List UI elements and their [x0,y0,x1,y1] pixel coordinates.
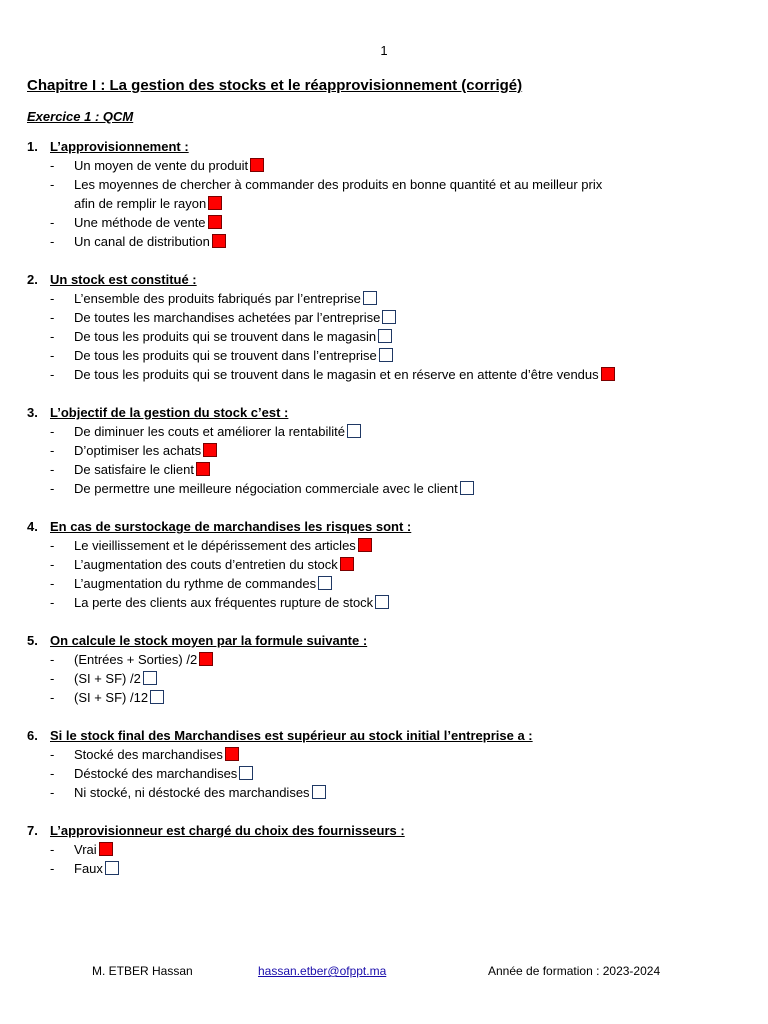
question-heading [27,137,747,156]
question-6 [27,726,747,802]
option-text: De satisfaire le client [74,462,194,477]
answer-option [27,688,747,707]
option-bullet: - [50,690,55,705]
option-text: Déstocké des marchandises [74,766,238,781]
option-bullet: - [50,576,55,591]
question-heading [27,403,747,422]
answer-option [27,764,747,783]
question-text: L’objectif de la gestion du stock c’est : [50,405,289,420]
checked-box-icon[interactable] [208,196,222,210]
option-bullet: - [50,481,55,496]
option-bullet: - [50,861,55,876]
question-text: L’approvisionnement : [50,139,189,154]
option-text: D’optimiser les achats [74,443,202,458]
answer-option [27,669,747,688]
answer-option [27,859,747,878]
question-heading [27,270,747,289]
answer-option [27,365,747,384]
option-text: Stocké des marchandises [74,747,223,762]
answer-option [27,441,747,460]
option-bullet: - [50,310,55,325]
empty-checkbox-icon[interactable] [382,310,396,324]
question-number: 2. [27,272,38,287]
option-text: L’augmentation du rythme de commandes [74,576,317,591]
option-bullet: - [50,348,55,363]
option-text: Le vieillissement et le dépérissement des articles [74,538,356,553]
question-7 [27,821,747,878]
option-bullet: - [50,671,55,686]
checked-box-icon[interactable] [250,158,264,172]
option-bullet: - [50,329,55,344]
option-bullet: - [50,158,55,173]
empty-checkbox-icon[interactable] [318,576,332,590]
option-text: De permettre une meilleure négociation commerciale avec le client [74,481,458,496]
option-text: Les moyennes de chercher à commander des produits en bonne quantité et au meilleur prix [74,177,603,192]
empty-checkbox-icon[interactable] [379,348,393,362]
answer-option [27,346,747,365]
answer-option [27,745,747,764]
empty-checkbox-icon[interactable] [378,329,392,343]
answer-option [27,422,747,441]
question-text: Si le stock final des Marchandises est supérieur au stock initial l’entreprise a : [50,728,533,743]
option-bullet: - [50,367,55,382]
answer-option [27,213,747,232]
option-text: (SI + SF) /2 [74,671,141,686]
option-text: Un canal de distribution [74,234,210,249]
option-text: Une méthode de vente [74,215,206,230]
checked-box-icon[interactable] [99,842,113,856]
answer-option [27,536,747,555]
option-bullet: - [50,557,55,572]
checked-box-icon[interactable] [225,747,239,761]
answer-option [27,840,747,859]
option-text: (SI + SF) /12 [74,690,149,705]
question-4 [27,517,747,612]
answer-option [27,308,747,327]
question-text: On calcule le stock moyen par la formule suivante : [50,633,368,648]
footer-author: M. ETBER Hassan [92,964,193,978]
empty-checkbox-icon[interactable] [143,671,157,685]
option-bullet: - [50,443,55,458]
option-bullet: - [50,177,55,192]
exercise-heading: Exercice 1 : QCM [27,109,134,124]
question-1 [27,137,747,251]
question-number: 4. [27,519,38,534]
answer-option [27,156,747,175]
answer-option [27,574,747,593]
option-bullet: - [50,766,55,781]
chapter-title: Chapitre I : La gestion des stocks et le réapprovisionnement (corrigé) [27,77,523,94]
question-3 [27,403,747,498]
question-number: 7. [27,823,38,838]
checked-box-icon[interactable] [208,215,222,229]
empty-checkbox-icon[interactable] [363,291,377,305]
option-bullet: - [50,652,55,667]
option-text: Faux [74,861,103,876]
option-text: Un moyen de vente du produit [74,158,249,173]
option-text-continued: afin de remplir le rayon [74,196,207,211]
answer-option [27,175,747,213]
checked-box-icon[interactable] [212,234,226,248]
empty-checkbox-icon[interactable] [347,424,361,438]
question-heading [27,517,747,536]
checked-box-icon[interactable] [340,557,354,571]
footer-email-link[interactable]: hassan.etber@ofppt.ma [258,964,387,978]
question-heading [27,821,747,840]
footer-year: Année de formation : 2023-2024 [488,964,661,978]
question-number: 5. [27,633,38,648]
answer-option [27,593,747,612]
question-list [27,137,747,897]
empty-checkbox-icon[interactable] [239,766,253,780]
option-bullet: - [50,785,55,800]
answer-option [27,783,747,802]
question-text: En cas de surstockage de marchandises les risques sont : [50,519,412,534]
option-text: Vrai [74,842,97,857]
option-text: De diminuer les couts et améliorer la rentabilité [74,424,345,439]
answer-option [27,232,747,251]
answer-option [27,650,747,669]
empty-checkbox-icon[interactable] [375,595,389,609]
checked-box-icon[interactable] [199,652,213,666]
answer-option [27,555,747,574]
question-heading [27,631,747,650]
question-number: 1. [27,139,38,154]
page-number: 1 [380,43,388,58]
option-text: De tous les produits qui se trouvent dans le magasin [74,329,377,344]
question-5 [27,631,747,707]
option-text: (Entrées + Sorties) /2 [74,652,198,667]
option-bullet: - [50,842,55,857]
question-heading [27,726,747,745]
option-bullet: - [50,215,55,230]
option-text: L’augmentation des couts d’entretien du stock [74,557,338,572]
option-bullet: - [50,538,55,553]
option-bullet: - [50,747,55,762]
option-bullet: - [50,234,55,249]
question-number: 6. [27,728,38,743]
option-bullet: - [50,595,55,610]
option-bullet: - [50,291,55,306]
option-bullet: - [50,462,55,477]
empty-checkbox-icon[interactable] [460,481,474,495]
answer-option [27,460,747,479]
checked-box-icon[interactable] [358,538,372,552]
question-2 [27,270,747,384]
answer-option [27,327,747,346]
empty-checkbox-icon[interactable] [150,690,164,704]
option-text: La perte des clients aux fréquentes rupture de stock [74,595,374,610]
option-bullet: - [50,424,55,439]
checked-box-icon[interactable] [196,462,210,476]
option-text: De tous les produits qui se trouvent dans l’entreprise [74,348,377,363]
empty-checkbox-icon[interactable] [312,785,326,799]
answer-option [27,479,747,498]
option-text: Ni stocké, ni déstocké des marchandises [74,785,310,800]
answer-option [27,289,747,308]
question-text: Un stock est constitué : [50,272,197,287]
question-text: L’approvisionneur est chargé du choix des fournisseurs : [50,823,405,838]
option-text: L’ensemble des produits fabriqués par l’entreprise [74,291,361,306]
option-text: De tous les produits qui se trouvent dans le magasin et en réserve en attente d’être vendus [74,367,599,382]
question-number: 3. [27,405,38,420]
empty-checkbox-icon[interactable] [105,861,119,875]
checked-box-icon[interactable] [203,443,217,457]
option-text: De toutes les marchandises achetées par l’entreprise [74,310,381,325]
checked-box-icon[interactable] [601,367,615,381]
